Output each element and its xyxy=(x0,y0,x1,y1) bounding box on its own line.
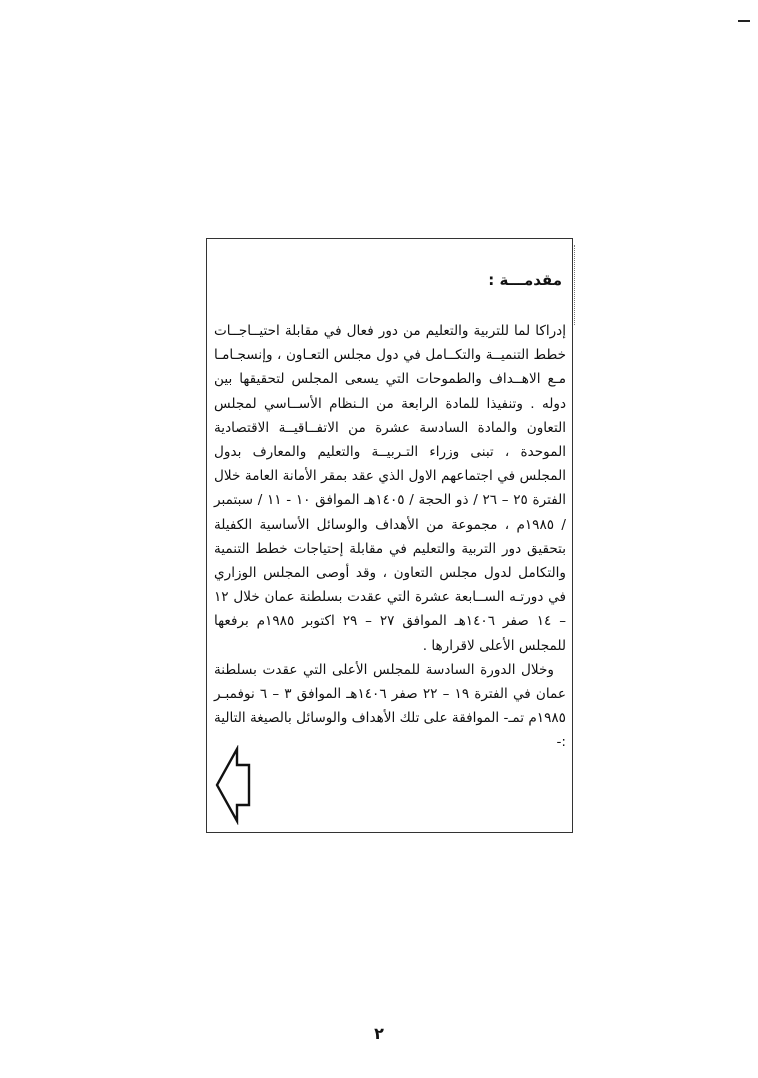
section-heading: مقدمـــة : xyxy=(488,271,562,289)
page-number: ٢ xyxy=(374,1024,384,1043)
left-arrow-icon xyxy=(213,745,251,825)
paragraph-approval: وخلال الدورة السادسة للمجلس الأعلى التي عقدت بسلطنة عمان في الفترة ١٩ – ٢٢ صفر ١٤٠٦هـ الموافق ٣ – ٦ نوفمبـر ١٩٨٥م تمـ- الموافقة على تلك الأهداف والوسائل بالصيغة التالية :- xyxy=(214,661,567,751)
corner-dash-mark xyxy=(738,20,750,22)
body-text xyxy=(214,319,566,755)
content-frame xyxy=(206,238,573,833)
frame-edge-marks xyxy=(572,245,575,325)
paragraph-intro: إدراكا لما للتربية والتعليم من دور فعال في مقابلة احتيــاجــات خطط التنميــة والتكــامل في دول مجلس التعـاون ، وإنسجـامـا مـع الاهــداف والطموحات التي يسعى المجلس لتحقيقها بين دوله . وتنفيذا للمادة الرابعة من الـنظام الأســاسي لمجلس التعاون والمادة السادسة عشرة من الاتفــاقيــة الاقتصادية الموحدة ، تبنى وزراء التـربيــة والتعليم والمعارف بدول المجلس في اجتماعهم الاول الذي عقد بمقر الأمانة العامة خلال الفترة ٢٥ – ٢٦ / ذو الحجة / ١٤٠٥هـ الموافق ١٠ - ١١ / سبتمبر / ١٩٨٥م ، مجموعة من الأهداف والوسائل الأساسية الكفيلة بتحقيق دور التربية والتعليم في مقابلة إحتياجات خطط التنمية والتكامل لدول مجلس التعاون ، وقد أوصى المجلس الوزاري في دورتـه الســابعة عشرة التي عقدت بسلطنة عمان خلال ١٢ – ١٤ صفر ١٤٠٦هـ الموافق ٢٧ – ٢٩ اكتوبر ١٩٨٥م برفعها للمجلس الأعلى لاقرارها . xyxy=(214,323,566,654)
